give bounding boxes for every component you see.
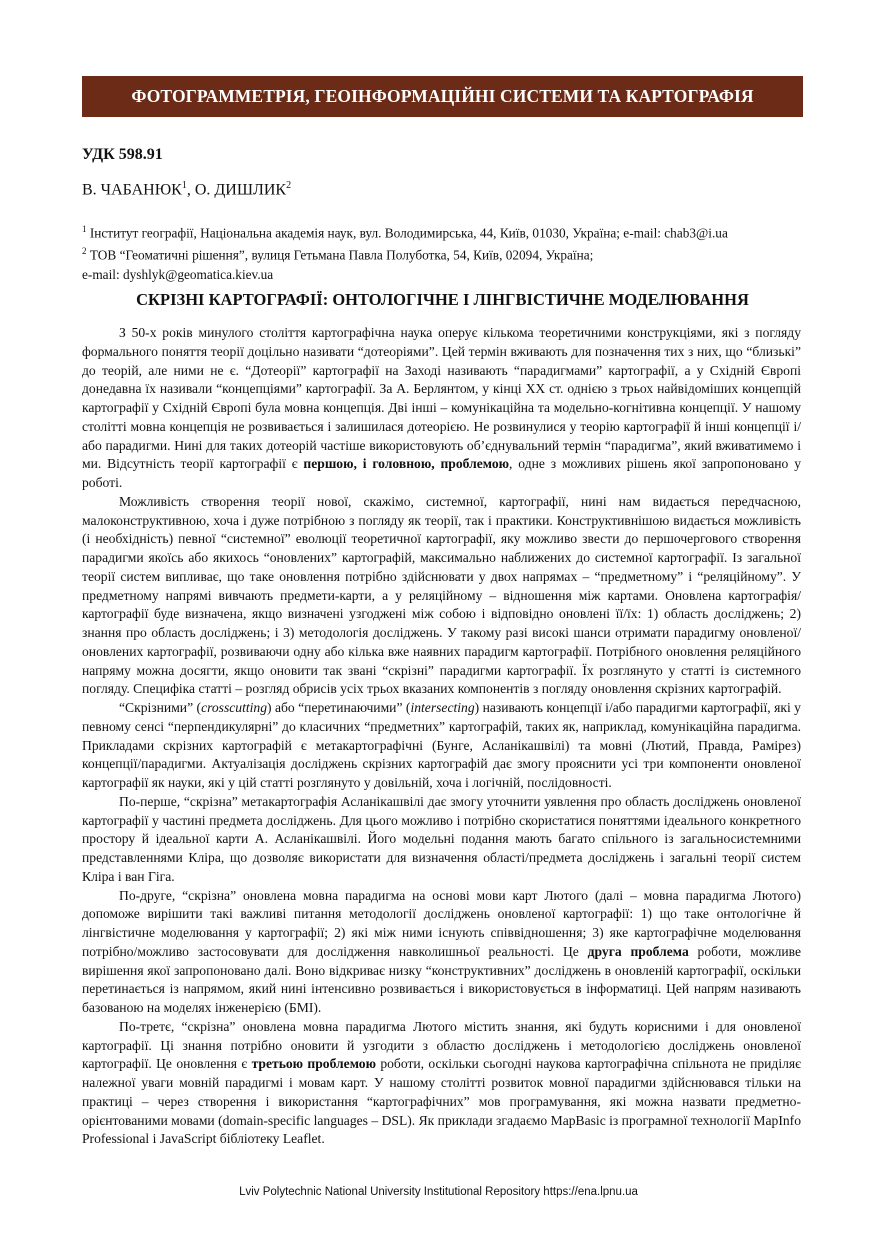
section-title: ФОТОГРАММЕТРІЯ, ГЕОІНФОРМАЦІЙНІ СИСТЕМИ ТА КАРТОГРАФІЯ xyxy=(131,86,754,106)
text-segment: “Скрізними” ( xyxy=(119,700,202,715)
text-segment: Можливість створення теорії нової, скажімо, системної, картографії, нині нам видається передчасною, малоконструктивною, хоча і дуже потрібною з погляду як теорії, так і практики. Конструктивнішою видається можливість (і необхідність) певної “системної” еволюції теоретичної картографії, яку можливо звести до першочергового створення парадигми якоїсь або якихось “оновлених” картографій, максимально наближених до системної картографії. Із загальної теорії систем випливає, що таке оновлення потрібно здійснювати у двох напрямах – “предметному” і “реляційному”. У предметному напрямі вивчають предмети-карти, а у реляційному – відношення між картами. Оновлена картографія/картографії буде визначена, якщо визначені узгоджені між собою і відповідно оновлені її/їх: 1) область досліджень; 2) знання про область досліджень; і 3) методологія досліджень. У такому разі високі шанси отримати парадигму оновленої/оновлених картографії, розвиваючи одну або кілька вже наявних парадигм картографії. Потрібного оновлення реляційного напряму можна досягти, якщо оновити так звані “скрізні” парадигми картографії. Їх розглянуто у статті із системного погляду. Специфіка статті – розгляд обрисів усіх трьох вказаних компонентів з погляду оновлення скрізних картографій. xyxy=(82,493,801,697)
affiliation xyxy=(82,242,728,264)
text-segment: ) називають концепції і/або парадигми картографії, які у певному сенсі “перпендикулярні” до класичних “предметних” картографій, таких як, наприклад, комунікаційна парадигма. Прикладами скрізних картографій є метакартографічні (Бунге, Асланікашвілі) та мовні (Лютий, Правда, Рамірез) концепції/парадигми. Актуалізація досліджень скрізних картографій дає змогу прояснити усі три компоненти оновленої картографії як науки, які у цій статті розглянуто у довільній, хоча і логічній, послідовності. xyxy=(82,700,801,790)
affiliation-sup: 1 xyxy=(82,224,87,234)
italic-text: crosscutting xyxy=(201,700,268,715)
affiliation-text: ТОВ “Геоматичні рішення”, вулиця Гетьмана Павла Полуботка, 54, Київ, 02094, Україна; xyxy=(89,247,594,263)
authors: В. ЧАБАНЮК$^1$, О. ДИШЛИК$^2$ xyxy=(82,180,292,199)
text-segment: По-третє, “скрізна” оновлена мовна парадигма Лютого містить знання, які будуть корисними і для оновленої картографії. Ці знання потрібно оновити й узгодити з областю досліджень і методологією досліджень оновленої картографії. Це оновлення є xyxy=(82,1018,801,1072)
affiliation-sup: 2 xyxy=(82,246,87,257)
bold-text: третьою проблемою xyxy=(251,1056,376,1072)
article-title: СКРІЗНІ КАРТОГРАФІЇ: ОНТОЛОГІЧНЕ І ЛІНГВІСТИЧНЕ МОДЕЛЮВАННЯ xyxy=(136,290,749,309)
text-segment: ) або “перетинаючими” ( xyxy=(267,700,411,715)
paragraph xyxy=(82,324,801,493)
article-body xyxy=(82,324,801,1149)
text-segment: З 50-х років минулого століття картографічна наука оперує кількома теоретичними конструкціями, які з погляду формального поняття теорії доцільно називати “дотеоріями”. Цей термін вживають для позначення тих з них, що “близькі” до теорій, але ними не є. “Дотеорії” картографії на Заході називають “парадигмами” картографії, а у Східній Європі донедавна їх називали “концепціями” картографії. За А. Берлянтом, у кінці ХХ ст. однією з трьох найвідоміших концепцій картографії у Східній Європі була мовна концепція. Дві інші – комунікаційна та модельно-когнітивна концепції. У нашому столітті мовна концепція не розвивається і залишилася дотеорією. Не розвинулися у теорію картографії й інші концепції і/або парадигми. Нині для таких дотеорій частіше використовують об’єднувальний термін “парадигма”, який вживатимемо і ми. Відсутність теорії картографії є xyxy=(82,325,801,472)
affiliation-text: Інститут географії, Національна академія наук, вул. Володимирська, 44, Київ, 01030, Україна; e-mail: chab3@i.ua xyxy=(89,225,728,241)
paragraph xyxy=(82,887,801,1018)
italic-text: intersecting xyxy=(410,700,475,715)
affiliation-text: e-mail: dyshlyk@geomatica.kiev.ua xyxy=(82,266,274,282)
bold-text: першою, і головною, проблемою xyxy=(303,456,510,472)
section-banner xyxy=(82,76,803,117)
paragraph xyxy=(82,1018,801,1149)
bold-text: друга проблема xyxy=(587,943,689,959)
text-segment: По-друге, “скрізна” оновлена мовна парадигма на основі мови карт Лютого (далі – мовна парадигма Лютого) допоможе вирішити такі важливі питання методології досліджень оновленої картографії: 1) що таке онтологічне й лінгвістичне моделювання у картографії; 2) які між ними існують співвідношення; 3) яке картографічне моделювання потрібно/можливо застосовувати для дослідження навколишньої реальності. Це xyxy=(82,887,801,959)
author-name: В. ЧАБАНЮК xyxy=(82,181,182,199)
udk-code: УДК 598.91 xyxy=(82,146,163,163)
paragraph xyxy=(82,699,801,793)
text-segment: По-перше, “скрізна” метакартографія Асланікашвілі дає змогу уточнити уявлення про область досліджень оновленої картографії у частині предмета досліджень. Для цього можливо і потрібно скористатися поняттями ідеального конкретного простору й ідеальної карти А. Асланікашвілі. Його модельні подання мають багато спільного із загальносистемними представленнями Кліра, що дозволяє використати для визначення області/предмета досліджень і загальні теорії систем Кліра і ван Гіга. xyxy=(82,793,801,884)
affiliation xyxy=(82,265,728,284)
affiliation xyxy=(82,220,728,242)
text-segment: , одне з можливих рішень якої запропоновано у роботі. xyxy=(82,456,801,490)
text-segment: роботи, можливе вирішення якої запропоновано далі. Воно відкриває низку “конструктивних” досліджень в оновленій картографії, оскільки перетинається із напрямом, який нині інтенсивно розвивається і використовується в інформатиці. Цей напрям називають базованою на моделях інженерією (БМІ). xyxy=(82,943,801,1015)
repository-footer: Lviv Polytechnic National University Institutional Repository https://ena.lpnu.ua xyxy=(239,1186,638,1198)
paragraph xyxy=(82,493,801,699)
author-sup: 2 xyxy=(286,180,292,191)
affiliations xyxy=(82,220,728,284)
text-segment: роботи, оскільки сьогодні наукова картографічна спільнота не приділяє належної уваги мовній парадигмі і мовам карт. У нашому столітті розвиток мовної парадигми здійснювався тільки на практиці – через створення і використання “картографічних” мов програмування, які можна назвати предметно-орієнтованими мовами (domain-specific languages – DSL). Як приклади згадаємо MapBasic із програмної технології MapInfo Professional і JavaScript бібліотеку Leaflet. xyxy=(82,1056,801,1147)
author-name: О. ДИШЛИК xyxy=(194,181,287,199)
author-sup: 1 xyxy=(181,180,187,191)
paragraph xyxy=(82,793,801,887)
